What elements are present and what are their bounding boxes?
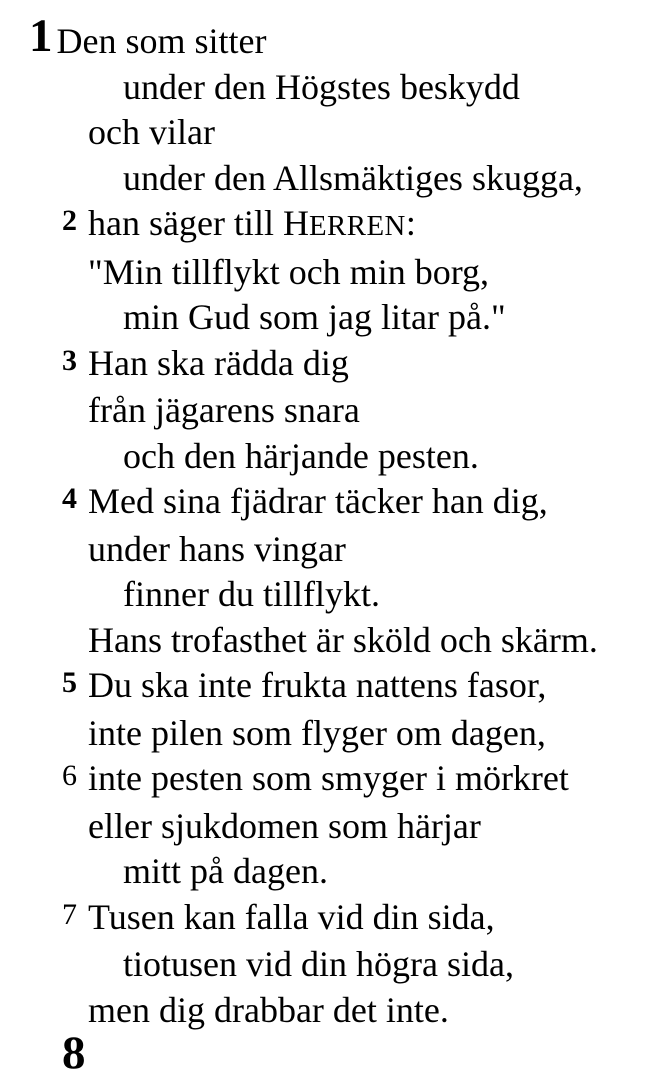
verse-line[interactable] (0, 527, 672, 573)
text-segment: Du ska inte frukta nattens fasor, (88, 665, 547, 705)
verse-line[interactable] (0, 942, 672, 988)
verse-line[interactable] (0, 156, 672, 202)
verse-line[interactable] (0, 65, 672, 111)
scripture-text (0, 10, 672, 1082)
verse-line[interactable] (0, 295, 672, 341)
verse-line[interactable] (0, 250, 672, 296)
text-segment: eller sjukdomen som härjar (88, 805, 481, 846)
text-segment: inte pilen som flyger om dagen, (88, 712, 546, 753)
verse-line[interactable] (0, 663, 672, 711)
verse-number: 8 (62, 1027, 86, 1079)
verse-line[interactable] (0, 849, 672, 895)
verse-line[interactable] (0, 711, 672, 757)
text-segment: "Min tillflykt och min borg, (88, 251, 490, 292)
text-segment: Han ska rädda dig (88, 342, 349, 383)
text-segment: mitt på dagen. (123, 851, 328, 891)
verse-line[interactable] (0, 110, 672, 156)
verse-line[interactable] (0, 572, 672, 618)
text-segment: Hans trofasthet är sköld och skärm. (88, 619, 598, 660)
verse-line[interactable] (0, 434, 672, 480)
text-segment: från jägarens snara (88, 390, 360, 430)
verse-line[interactable] (0, 1027, 672, 1082)
text-segment: Med sina fjädrar täcker han dig, (88, 481, 548, 521)
verse-line[interactable] (0, 10, 672, 65)
verse-line[interactable] (0, 201, 672, 250)
text-segment: : (405, 203, 416, 243)
text-segment: tiotusen vid din högra sida, (123, 944, 514, 984)
text-segment: under den Högstes beskydd (123, 66, 520, 107)
verse-number: 1 (29, 10, 53, 62)
verse-number: 3 (62, 343, 77, 377)
verse-number: 6 (62, 759, 77, 792)
text-segment: finner du tillflykt. (123, 574, 380, 614)
verse-number: 7 (62, 897, 77, 931)
text-segment: och den härjande pesten. (123, 435, 479, 476)
verse-line[interactable] (0, 756, 672, 804)
verse-line[interactable] (0, 388, 672, 434)
text-segment: under hans vingar (88, 528, 346, 569)
verse-line[interactable] (0, 804, 672, 850)
verse-line[interactable] (0, 895, 672, 943)
verse-line[interactable] (0, 479, 672, 527)
text-segment: Tusen kan falla vid din sida, (88, 896, 495, 937)
text-segment: men dig drabbar det inte. (88, 989, 449, 1030)
verse-line[interactable] (0, 988, 672, 1034)
verse-line[interactable] (0, 618, 672, 664)
divine-name-smallcaps: HERREN (282, 203, 406, 243)
verse-number: 2 (62, 204, 77, 237)
text-segment: Den som sitter (56, 21, 267, 61)
text-segment: och vilar (88, 112, 215, 152)
text-segment: inte pesten som smyger i mörkret (88, 758, 569, 798)
text-segment: han säger till (88, 203, 283, 243)
verse-line[interactable] (0, 341, 672, 389)
verse-number: 4 (62, 482, 77, 515)
verse-number: 5 (62, 666, 77, 699)
text-segment: min Gud som jag litar på." (123, 297, 506, 337)
text-segment: under den Allsmäktiges skugga, (123, 157, 583, 198)
